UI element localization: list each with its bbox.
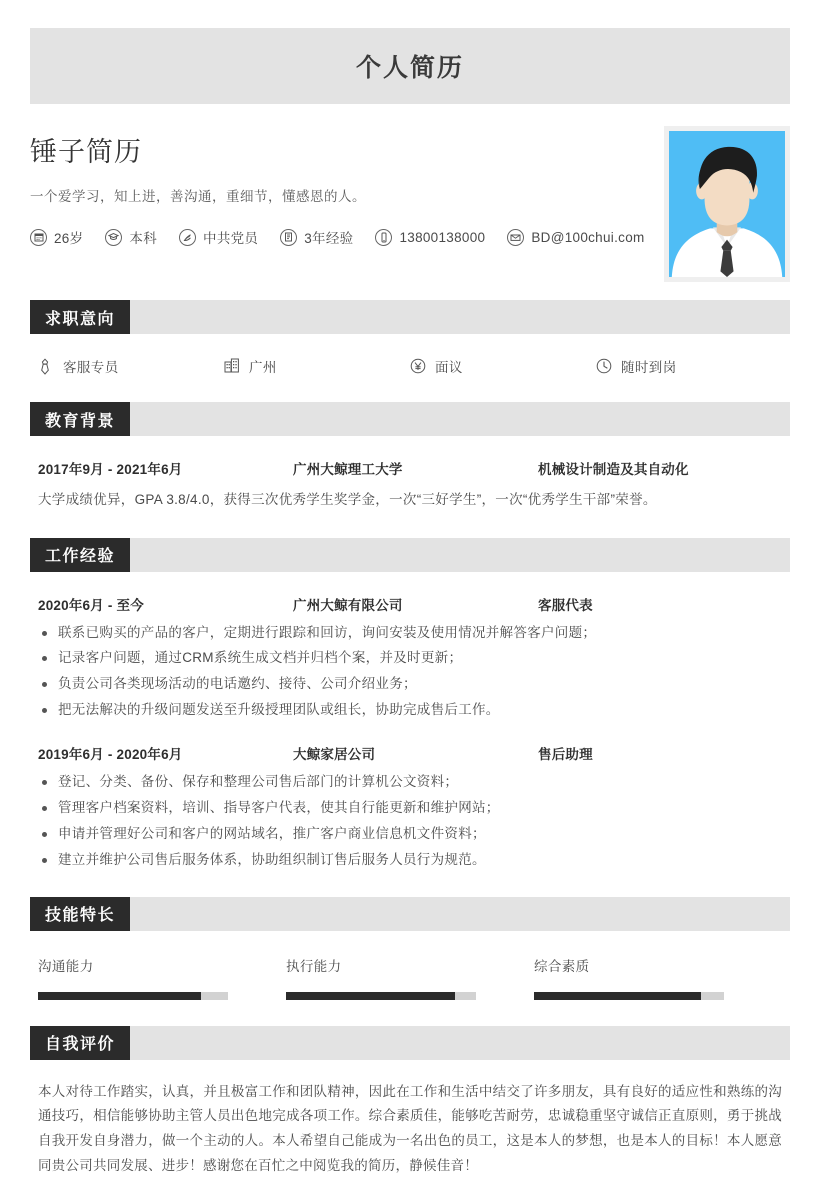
skill-item bbox=[534, 955, 782, 1000]
meta-item-experience bbox=[280, 227, 353, 247]
section-header-skills bbox=[30, 897, 790, 931]
intention-label-position: 客服专员 bbox=[63, 356, 119, 376]
avatar-illustration bbox=[669, 131, 785, 277]
skills-row bbox=[30, 931, 790, 1000]
contact-meta-row bbox=[30, 227, 664, 247]
list-item: 建立并维护公司售后服务体系，协助组织制订售后服务人员行为规范。 bbox=[38, 849, 782, 871]
education-description: 大学成绩优异，GPA 3.8/4.0，获得三次优秀学生奖学金，一次“三好学生”，一次“优秀学生干部”荣誉。 bbox=[38, 488, 782, 512]
work-role: 客服代表 bbox=[538, 594, 782, 614]
work-entry-head bbox=[38, 743, 782, 763]
envelope-icon bbox=[507, 229, 524, 246]
work-entry bbox=[30, 743, 790, 870]
meta-item-email bbox=[507, 229, 644, 246]
work-entry-head bbox=[38, 594, 782, 614]
graduation-cap-icon bbox=[105, 229, 122, 246]
section-header-education bbox=[30, 402, 790, 436]
intention-item-salary bbox=[410, 356, 596, 376]
section-title-work: 工作经验 bbox=[30, 538, 130, 572]
list-item: 联系已购买的产品的客户，定期进行跟踪和回访，询问安装及使用情况并解答客户问题； bbox=[38, 622, 782, 644]
intention-item-availability bbox=[596, 356, 782, 376]
education-major: 机械设计制造及其自动化 bbox=[538, 458, 782, 478]
meta-label-email: BD@100chui.com bbox=[531, 230, 644, 245]
skill-label: 综合素质 bbox=[534, 955, 782, 975]
skill-label: 执行能力 bbox=[286, 955, 534, 975]
meta-item-political-status bbox=[179, 227, 258, 247]
skill-bar-fill bbox=[534, 992, 701, 1000]
work-company: 大鲸家居公司 bbox=[293, 743, 538, 763]
education-school: 广州大鲸理工大学 bbox=[293, 458, 538, 478]
meta-item-degree bbox=[105, 227, 157, 247]
mobile-phone-icon bbox=[375, 229, 392, 246]
avatar bbox=[664, 126, 790, 282]
skill-label: 沟通能力 bbox=[38, 955, 286, 975]
education-date: 2017年9月 - 2021年6月 bbox=[38, 458, 293, 478]
section-title-skills: 技能特长 bbox=[30, 897, 130, 931]
intention-item-position bbox=[38, 356, 224, 376]
list-item: 负责公司各类现场活动的电话邀约、接待、公司介绍业务； bbox=[38, 673, 782, 695]
education-entry-head bbox=[38, 458, 782, 478]
meta-label-phone: 13800138000 bbox=[399, 230, 485, 245]
work-date: 2019年6月 - 2020年6月 bbox=[38, 743, 293, 763]
meta-item-phone bbox=[375, 229, 485, 246]
yen-icon bbox=[410, 358, 426, 375]
intention-label-city: 广州 bbox=[249, 356, 277, 376]
skill-item bbox=[286, 955, 534, 1000]
intention-row bbox=[30, 334, 790, 376]
list-item: 把无法解决的升级问题发送至升级授理团队或组长，协助完成售后工作。 bbox=[38, 699, 782, 721]
profile-header bbox=[30, 104, 790, 274]
list-item: 记录客户问题，通过CRM系统生成文档并归档个案，并及时更新； bbox=[38, 647, 782, 669]
skill-bar-fill bbox=[38, 992, 201, 1000]
section-header-work bbox=[30, 538, 790, 572]
work-bullets bbox=[38, 622, 782, 721]
intention-item-city bbox=[224, 356, 410, 376]
work-role: 售后助理 bbox=[538, 743, 782, 763]
resume-title-banner bbox=[30, 28, 790, 104]
document-icon bbox=[280, 229, 297, 246]
party-emblem-icon bbox=[179, 229, 196, 246]
clock-icon bbox=[596, 358, 612, 375]
section-header-self-evaluation bbox=[30, 1026, 790, 1060]
section-title-education: 教育背景 bbox=[30, 402, 130, 436]
skill-bar-fill bbox=[286, 992, 455, 1000]
building-icon bbox=[224, 358, 240, 375]
work-entry bbox=[30, 594, 790, 721]
work-bullets bbox=[38, 771, 782, 870]
work-company: 广州大鲸有限公司 bbox=[293, 594, 538, 614]
intention-label-salary: 面议 bbox=[435, 356, 463, 376]
list-item: 登记、分类、备份、保存和整理公司售后部门的计算机公文资料； bbox=[38, 771, 782, 793]
tie-icon bbox=[38, 358, 54, 375]
section-title-self-evaluation: 自我评价 bbox=[30, 1026, 130, 1060]
calendar-icon bbox=[30, 229, 47, 246]
meta-label-political-status: 中共党员 bbox=[203, 227, 258, 247]
list-item: 管理客户档案资料，培训、指导客户代表，使其自行能更新和维护网站； bbox=[38, 797, 782, 819]
page-title: 个人简历 bbox=[356, 48, 464, 84]
section-header-intention bbox=[30, 300, 790, 334]
list-item: 申请并管理好公司和客户的网站域名，推广客户商业信息机文件资料； bbox=[38, 823, 782, 845]
skill-item bbox=[38, 955, 286, 1000]
skill-bar-track bbox=[286, 992, 476, 1000]
meta-item-age bbox=[30, 227, 83, 247]
self-evaluation-text: 本人对待工作踏实，认真，并且极富工作和团队精神，因此在工作和生活中结交了许多朋友，具有良好的适应性和熟练的沟通技巧，相信能够协助主管人员出色地完成各项工作。综合素质佳，能够吃苦耐劳，忠诚稳重坚守诚信正直原则，勇于挑战自我开发自身潜力，做一个主动的人。本人希望自己能成为一名出色的员工，这是本人的梦想，也是本人的目标！本人愿意同贵公司共同发展、进步！感谢您在百忙之中阅览我的简历，静候佳音！ bbox=[30, 1060, 790, 1179]
meta-label-degree: 本科 bbox=[129, 227, 157, 247]
education-entry bbox=[30, 458, 790, 512]
intention-label-availability: 随时到岗 bbox=[621, 356, 677, 376]
skill-bar-track bbox=[534, 992, 724, 1000]
profile-details bbox=[30, 126, 664, 247]
skill-bar-track bbox=[38, 992, 228, 1000]
section-title-intention: 求职意向 bbox=[30, 300, 130, 334]
person-tagline: 一个爱学习，知上进，善沟通，重细节，懂感恩的人。 bbox=[30, 185, 664, 205]
meta-label-experience: 3年经验 bbox=[304, 227, 353, 247]
work-date: 2020年6月 - 至今 bbox=[38, 594, 293, 614]
meta-label-age: 26岁 bbox=[54, 227, 83, 247]
person-name: 锤子简历 bbox=[30, 130, 664, 169]
